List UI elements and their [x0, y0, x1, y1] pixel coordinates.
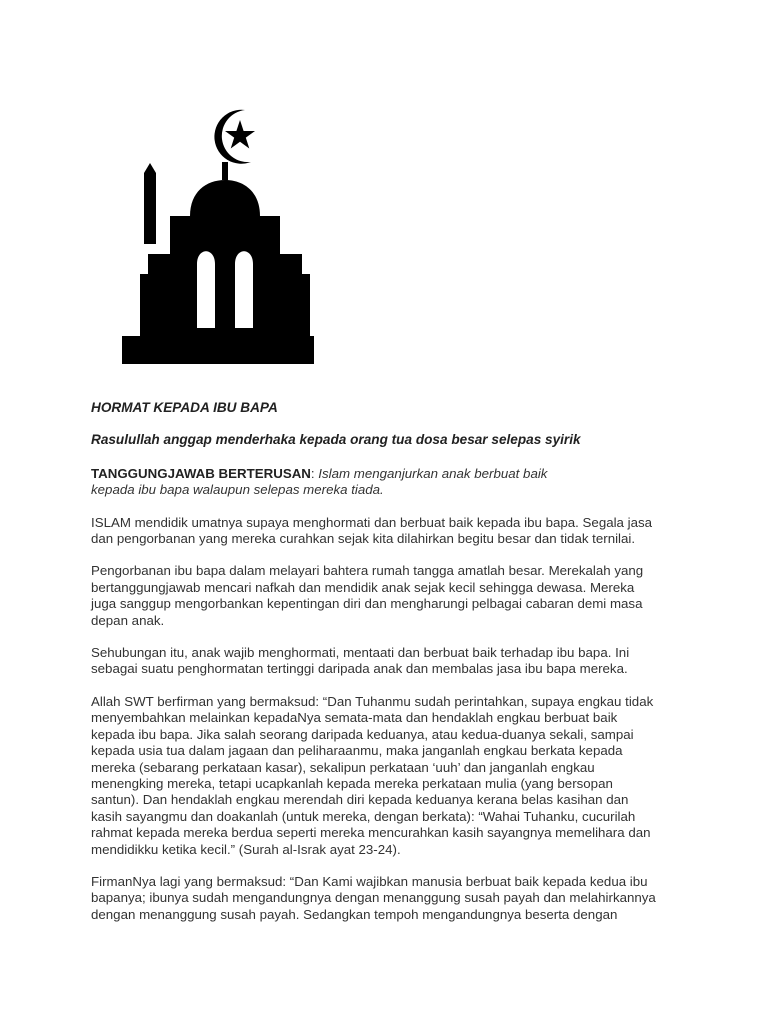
paragraph-line: kasih sayangmu dan doakanlah (untuk mereka, dengan berkata): “Wahai Tuhanku, cucurilah: [91, 808, 636, 824]
paragraph-line: bertanggungjawab mencari nafkah dan mendidik anak sejak kecil sehingga dewasa. Mereka: [91, 579, 635, 595]
paragraph-line: dan pengorbanan yang mereka curahkan sejak kita dilahirkan begitu besar dan tidak ternilai.: [91, 531, 636, 547]
paragraph-line: sebagai suatu penghormatan tertinggi daripada anak dan membalas jasa ibu bapa mereka.: [91, 661, 628, 677]
paragraph-line: santun). Dan hendaklah engkau merendah diri kepada keduanya kerana belas kasihan dan: [91, 792, 629, 808]
caption-line: [91, 466, 691, 482]
paragraph-line: mendidikku ketika kecil.” (Surah al-Israk ayat 23-24).: [91, 841, 401, 857]
paragraph: [91, 694, 691, 858]
paragraph-line: Allah SWT berfirman yang bermaksud: “Dan Tuhanmu sudah perintahkan, supaya engkau tidak: [91, 693, 654, 709]
caption-text: Islam menganjurkan anak berbuat baik: [314, 465, 548, 481]
mosque-icon: [118, 104, 318, 368]
caption-label: TANGGUNGJAWAB BERTERUSAN: [91, 465, 311, 481]
paragraph-line: Sehubungan itu, anak wajib menghormati, mentaati dan berbuat baik terhadap ibu bapa. Ini: [91, 645, 630, 661]
paragraph-line: FirmanNya lagi yang bermaksud: “Dan Kami wajibkan manusia berbuat baik kepada kedua ibu: [91, 873, 648, 889]
article-subtitle: Rasulullah anggap menderhaka kepada orang tua dosa besar selepas syirik: [91, 432, 581, 448]
caption-colon: :: [310, 465, 315, 481]
article-body: [91, 400, 691, 923]
photo-caption: [91, 466, 691, 499]
paragraph-line: depan anak.: [91, 612, 165, 628]
caption-text: kepada ibu bapa walaupun selepas mereka tiada.: [91, 482, 384, 498]
paragraph-line: ISLAM mendidik umatnya supaya menghormati dan berbuat baik kepada ibu bapa. Segala jasa: [91, 514, 653, 530]
paragraph: [91, 874, 691, 923]
paragraph-line: Pengorbanan ibu bapa dalam melayari bahtera rumah tangga amatlah besar. Merekalah yang: [91, 563, 644, 579]
paragraph-line: kepada ibu bapa. Jika salah seorang daripada keduanya, atau kedua-duanya sekali, sampai: [91, 726, 634, 742]
paragraph: [91, 563, 691, 629]
paragraph-line: mereka (sebarang perkataan kasar), sekalipun perkataan ‘uuh’ dan janganlah engkau: [91, 759, 595, 775]
paragraph-line: menengking mereka, tetapi ucapkanlah kepada mereka perkataan mulia (yang bersopan: [91, 775, 613, 791]
article-title: HORMAT KEPADA IBU BAPA: [91, 400, 278, 415]
paragraph: [91, 645, 691, 678]
paragraph-line: rahmat kepada mereka berdua seperti mereka mencurahkan kasih sayangnya memelihara dan: [91, 825, 651, 841]
paragraph: [91, 515, 691, 548]
paragraph-line: menyembahkan melainkan kepadaNya semata-mata dan hendaklah engkau berbuat baik: [91, 710, 618, 726]
paragraph-line: dengan menanggung susah payah. Sedangkan tempoh mengandungnya beserta dengan: [91, 906, 618, 922]
paragraph-line: juga sanggup mengorbankan kepentingan diri dan mengharungi pelbagai cabaran demi masa: [91, 596, 643, 612]
paragraph-line: kepada usia tua dalam jagaan dan peliharaanmu, maka janganlah engkau berkata kepada: [91, 743, 623, 759]
paragraph-line: bapanya; ibunya sudah mengandungnya dengan menanggung susah payah dan melahirkannya: [91, 890, 656, 906]
